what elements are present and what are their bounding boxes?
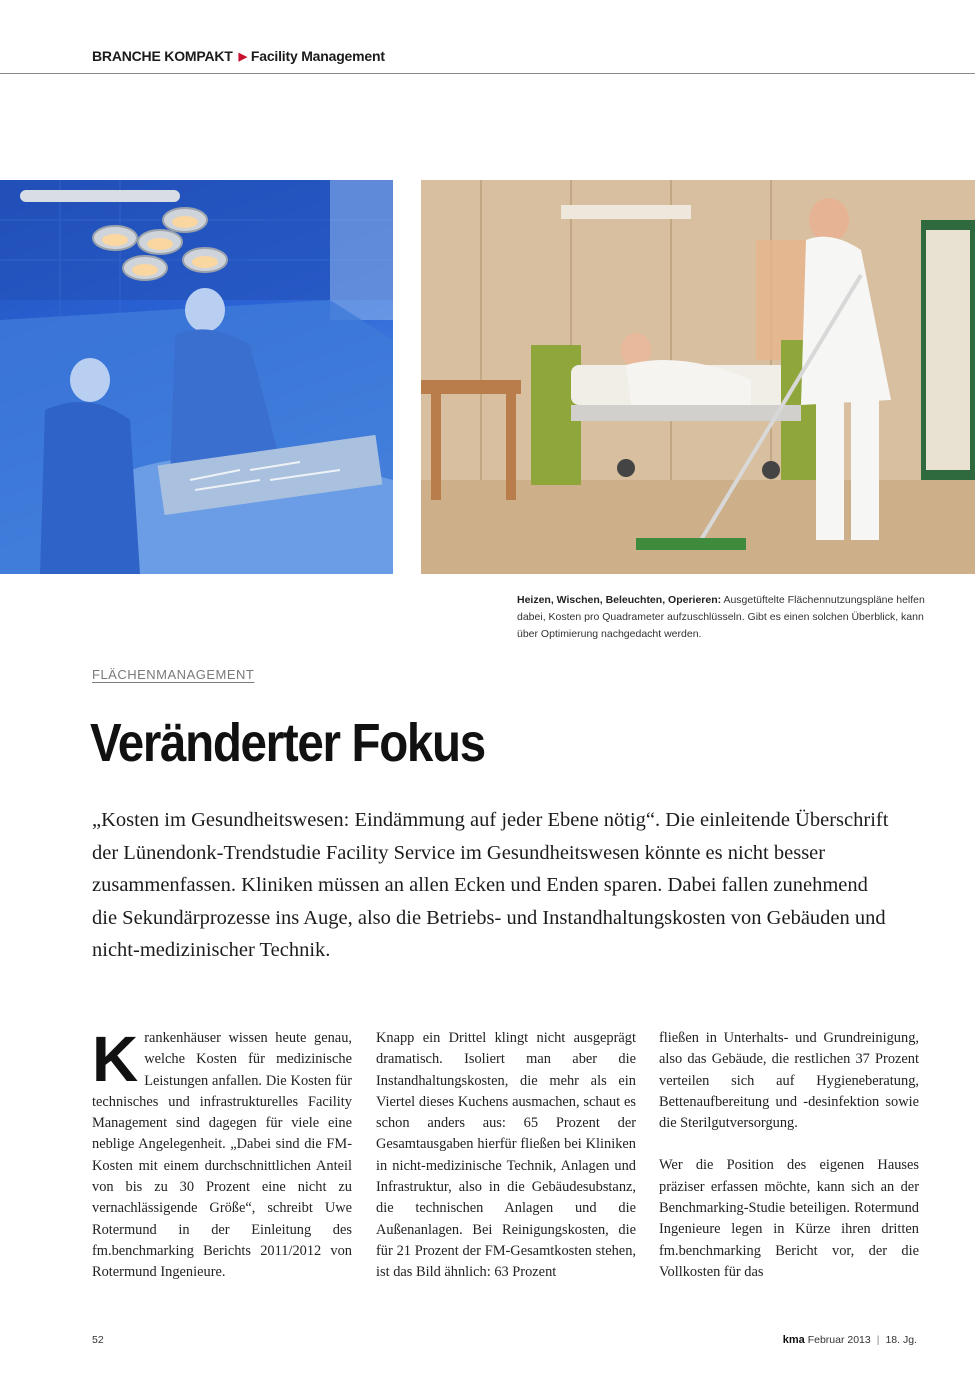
body-column-3 <box>659 1028 919 1283</box>
caption-lead: Heizen, Wischen, Beleuchten, Operieren: <box>517 594 722 606</box>
article-title: Veränderter Fokus <box>90 713 485 773</box>
brand-logo: kma <box>782 1334 805 1346</box>
section-kicker: FLÄCHENMANAGEMENT <box>92 667 255 682</box>
body-column-1 <box>92 1023 352 1284</box>
body-text-3a: fließen in Unterhalts- und Grundreinigung, also das Gebäude, die restlichen 37 Prozent verteilen sich auf Hygieneberatung, Bettenaufbereitung und -desinfektion sowie die Sterilgutversorgung. <box>659 1030 919 1132</box>
header-rule <box>0 73 975 74</box>
body-text-3b: Wer die Position des eigenen Hauses präziser erfassen möchte, kann sich an der Benchmarking-Studie beteiligen. Rotermund Ingenieure legen in Kürze ihren dritten fm.benchmarking Bericht vor, der die Vollkosten für das <box>659 1157 919 1280</box>
caption-text: Ausgetüftelte Flächennutzungspläne helfen dabei, Kosten pro Quadrameter aufzuschlüsseln. Gibt es einen solchen Überblick, kann über Optimierung nachgedacht werden. <box>517 594 925 640</box>
article-lead: „Kosten im Gesundheitswesen: Eindämmung auf jeder Ebene nötig“. Die einleitende Überschrift der Lünendonk-Trendstudie Facility Service im Gesundheitswesen könnte es nicht besser zusammenfassen. Kliniken müssen an allen Ecken und Enden sparen. Dabei fallen zunehmend die Sekundärprozesse ins Auge, also die Betriebs- und Instandhaltungskosten von Gebäuden und nicht-medizinischer Technik. <box>92 809 889 962</box>
volume: 18. Jg. <box>885 1334 917 1346</box>
footer-separator: | <box>876 1334 880 1346</box>
page-number: 52 <box>92 1334 104 1346</box>
header-topic: Facility Management <box>250 48 385 64</box>
photo-caption <box>517 592 927 643</box>
body-text-2: Knapp ein Drittel klingt nicht ausgeprägt dramatisch. Isoliert man aber die Instandhaltungskosten, die mehr als ein Viertel dieses Kuchens ausmachen, schaut es schon anders aus: 65 Prozent der Gesamtausgaben hierfür fließen bei Kliniken in nicht-medizinische Technik, Anlagen und Infrastruktur, also in die Gebäudesubstanz, die technischen Anlagen und die Außenanlagen. Bei Reinigungskosten, die für 21 Prozent der FM-Gesamtkosten stehen, ist das Bild ähnlich: 63 Prozent <box>376 1030 636 1281</box>
page-footer <box>92 1334 917 1350</box>
triangle-right-icon: ▶ <box>238 51 247 63</box>
hospital-room-cleaning-photo <box>421 180 975 574</box>
footer-issue-info <box>783 1334 917 1346</box>
drop-cap: K <box>92 1023 139 1095</box>
body-text-1: rankenhäuser wissen heute genau, welche Kosten für medizinische Leistungen anfallen. Die Kosten für technisches und infrastrukturelles Facility Management sind dagegen für viele eine neblige Angelegenheit. „Dabei sind die FM-Kosten mit einem durchschnittlichen Anteil von bis zu 30 Prozent eine nicht zu vernachlässigende Größe“, schreibt Uwe Rotermund in der Einleitung des fm.benchmarking Berichts 2011/2012 von Rotermund Ingenieure. <box>92 1030 352 1281</box>
paragraph-gap <box>659 1134 919 1155</box>
header-section: BRANCHE KOMPAKT <box>92 48 233 64</box>
body-column-2 <box>376 1028 636 1284</box>
operating-room-photo <box>0 180 393 574</box>
issue-date: Februar 2013 <box>807 1334 871 1346</box>
running-header <box>92 48 975 74</box>
